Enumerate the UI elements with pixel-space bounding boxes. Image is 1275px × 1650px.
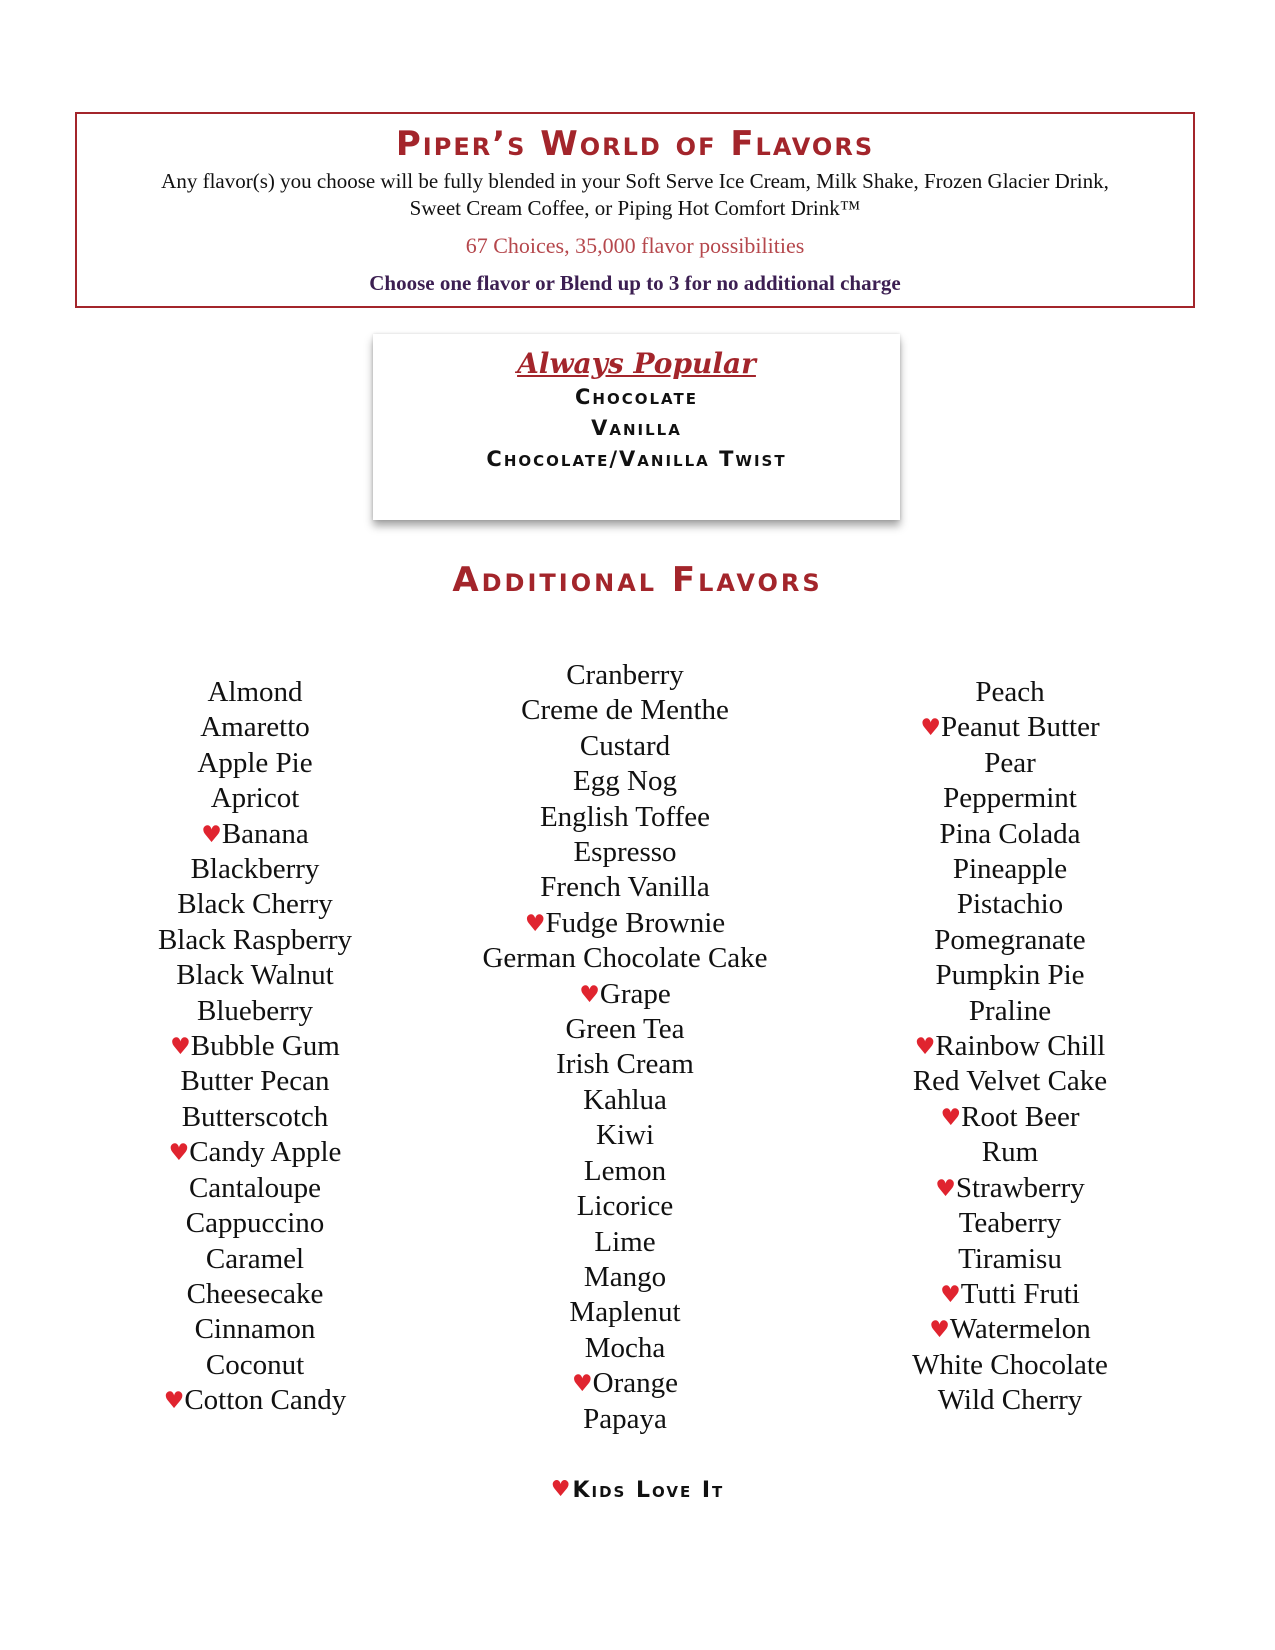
flavor-name: Cotton Candy bbox=[184, 1384, 347, 1417]
flavor-item bbox=[105, 817, 405, 852]
flavor-name: Praline bbox=[968, 994, 1052, 1027]
flavor-item bbox=[105, 1242, 405, 1277]
flavor-item bbox=[440, 729, 810, 764]
flavor-name: Red Velvet Cake bbox=[912, 1065, 1108, 1098]
flavor-name: Strawberry bbox=[955, 1171, 1085, 1204]
flavor-name: Blackberry bbox=[190, 853, 320, 886]
flavor-item bbox=[860, 1100, 1160, 1135]
heart-icon: ♥ bbox=[550, 1477, 573, 1502]
flavor-item bbox=[440, 764, 810, 799]
flavor-item bbox=[860, 994, 1160, 1029]
header-description: Any flavor(s) you choose will be fully blended in your Soft Serve Ice Cream, Milk Shake, Frozen Glacier Drink, Sweet Cream Coffee, or Piping Hot Comfort Drink™ bbox=[161, 169, 1109, 220]
flavor-name: Rainbow Chill bbox=[935, 1030, 1106, 1063]
flavor-item bbox=[440, 1366, 810, 1401]
flavor-name: Egg Nog bbox=[573, 765, 677, 798]
flavor-name: Butter Pecan bbox=[180, 1065, 330, 1098]
flavor-item bbox=[105, 675, 405, 710]
flavor-item bbox=[105, 1029, 405, 1064]
flavor-item bbox=[440, 906, 810, 941]
flavor-name: Cantaloupe bbox=[188, 1171, 322, 1204]
flavor-name: Espresso bbox=[573, 836, 677, 869]
flavor-name: Wild Cherry bbox=[937, 1384, 1083, 1417]
flavor-item bbox=[860, 746, 1160, 781]
flavor-item bbox=[440, 800, 810, 835]
flavor-item bbox=[440, 977, 810, 1012]
flavor-name: Peach bbox=[975, 676, 1045, 708]
heart-icon: ♥ bbox=[929, 1317, 950, 1344]
flavor-name: Grape bbox=[599, 977, 671, 1010]
flavor-name: Kahlua bbox=[583, 1083, 667, 1116]
flavor-name: German Chocolate Cake bbox=[482, 942, 768, 975]
flavor-column-2 bbox=[440, 658, 810, 1437]
flavor-item bbox=[860, 1029, 1160, 1064]
heart-icon: ♥ bbox=[572, 1371, 593, 1398]
flavor-name: Green Tea bbox=[565, 1013, 685, 1046]
flavor-name: White Chocolate bbox=[912, 1348, 1108, 1381]
flavor-item bbox=[860, 1064, 1160, 1099]
flavor-name: Creme de Menthe bbox=[521, 694, 729, 727]
flavor-item bbox=[440, 693, 810, 728]
flavor-name: Pineapple bbox=[952, 853, 1068, 886]
flavor-name: Tiramisu bbox=[958, 1242, 1062, 1275]
flavor-name: English Toffee bbox=[539, 800, 711, 833]
flavor-item bbox=[440, 1083, 810, 1118]
heart-icon: ♥ bbox=[168, 1140, 190, 1167]
always-popular-title: Always Popular bbox=[517, 347, 756, 380]
kids-love-it-legend bbox=[0, 1478, 1275, 1503]
flavor-item bbox=[860, 817, 1160, 852]
flavor-item bbox=[440, 1047, 810, 1082]
heart-icon: ♥ bbox=[920, 715, 941, 742]
flavor-name: Papaya bbox=[583, 1402, 667, 1435]
flavor-item bbox=[860, 1171, 1160, 1206]
flavor-item bbox=[860, 1312, 1160, 1347]
flavor-item bbox=[105, 1348, 405, 1383]
flavor-item bbox=[860, 1206, 1160, 1241]
flavor-name: Pistachio bbox=[956, 888, 1064, 921]
flavor-item bbox=[105, 781, 405, 816]
flavor-item bbox=[105, 923, 405, 958]
flavor-name: Black Raspberry bbox=[157, 923, 353, 956]
flavor-name: Black Cherry bbox=[177, 888, 333, 921]
flavor-name: Caramel bbox=[205, 1242, 305, 1275]
popular-item: Vanilla bbox=[591, 416, 682, 440]
page-title: Piper’s World of Flavors bbox=[395, 124, 875, 164]
heart-icon: ♥ bbox=[579, 981, 600, 1008]
flavor-item bbox=[105, 1171, 405, 1206]
flavor-name: Butterscotch bbox=[181, 1100, 329, 1133]
flavor-item bbox=[440, 941, 810, 976]
flavor-item bbox=[440, 1225, 810, 1260]
flavor-name: Black Walnut bbox=[176, 959, 334, 992]
blend-note: Choose one flavor or Blend up to 3 for no additional charge bbox=[369, 271, 901, 295]
flavor-name: Rum bbox=[981, 1136, 1039, 1169]
flavor-item bbox=[860, 958, 1160, 993]
flavor-name: Candy Apple bbox=[189, 1136, 342, 1169]
choices-count: 67 Choices, 35,000 flavor possibilities bbox=[465, 233, 805, 258]
flavor-item bbox=[860, 1242, 1160, 1277]
flavor-column-1 bbox=[105, 675, 405, 1419]
flavor-item bbox=[105, 746, 405, 781]
flavor-item bbox=[105, 887, 405, 922]
flavor-name: Tutti Fruti bbox=[960, 1277, 1080, 1310]
heart-icon: ♥ bbox=[163, 1388, 185, 1415]
flavor-item bbox=[105, 1100, 405, 1135]
flavor-name: Kiwi bbox=[596, 1119, 654, 1152]
flavor-item bbox=[860, 710, 1160, 745]
flavor-name: Maplenut bbox=[569, 1296, 681, 1329]
flavor-name: Watermelon bbox=[949, 1313, 1091, 1346]
flavor-name: Coconut bbox=[205, 1348, 305, 1381]
flavor-item bbox=[440, 1012, 810, 1047]
flavor-name: Fudge Brownie bbox=[545, 906, 726, 939]
flavor-item bbox=[440, 1154, 810, 1189]
always-popular-box bbox=[373, 334, 900, 520]
flavor-item bbox=[105, 710, 405, 745]
flavor-item bbox=[105, 1206, 405, 1241]
legend-label: Kids Love It bbox=[572, 1478, 725, 1503]
header-box bbox=[75, 112, 1195, 308]
flavor-name: Root Beer bbox=[961, 1100, 1080, 1133]
flavor-name: Bubble Gum bbox=[190, 1030, 340, 1063]
flavor-name: Pumpkin Pie bbox=[935, 959, 1085, 992]
flavor-name: Teaberry bbox=[958, 1207, 1062, 1240]
flavor-item bbox=[440, 1189, 810, 1224]
heart-icon: ♥ bbox=[201, 821, 222, 848]
flavor-item bbox=[105, 1277, 405, 1312]
heart-icon: ♥ bbox=[170, 1034, 191, 1061]
flavor-name: Cappuccino bbox=[185, 1207, 325, 1240]
flavor-column-3 bbox=[860, 675, 1160, 1419]
flavor-item bbox=[105, 1312, 405, 1347]
flavor-item bbox=[105, 958, 405, 993]
flavor-name: Amaretto bbox=[200, 711, 310, 744]
flavor-item bbox=[860, 781, 1160, 816]
flavor-item bbox=[860, 887, 1160, 922]
flavor-name: Lemon bbox=[583, 1154, 667, 1187]
heart-icon: ♥ bbox=[914, 1034, 936, 1061]
flavor-item bbox=[440, 1402, 810, 1437]
flavor-item bbox=[440, 1331, 810, 1366]
heart-icon: ♥ bbox=[935, 1175, 956, 1202]
heart-icon: ♥ bbox=[524, 910, 546, 937]
flavor-item bbox=[440, 1295, 810, 1330]
flavor-name: Pina Colada bbox=[939, 817, 1081, 850]
flavor-name: Lime bbox=[594, 1225, 656, 1258]
flavor-item bbox=[440, 1260, 810, 1295]
flavor-item bbox=[860, 1135, 1160, 1170]
flavor-name: Cheesecake bbox=[186, 1277, 324, 1310]
flavor-item bbox=[860, 923, 1160, 958]
flavor-name: Apple Pie bbox=[197, 746, 313, 779]
flavor-name: Peppermint bbox=[943, 782, 1077, 815]
flavor-name: Cranberry bbox=[566, 659, 684, 691]
heart-icon: ♥ bbox=[940, 1104, 962, 1131]
flavor-name: Cinnamon bbox=[194, 1313, 316, 1346]
flavor-name: Banana bbox=[221, 817, 309, 850]
flavor-item bbox=[860, 1348, 1160, 1383]
popular-item: Chocolate bbox=[575, 385, 698, 409]
flavor-name: Custard bbox=[579, 729, 671, 762]
flavor-name: Licorice bbox=[576, 1190, 674, 1223]
flavor-name: Blueberry bbox=[197, 994, 313, 1027]
flavor-item bbox=[105, 994, 405, 1029]
flavor-name: Pear bbox=[984, 746, 1036, 779]
flavor-item bbox=[860, 852, 1160, 887]
flavor-item bbox=[105, 1064, 405, 1099]
flavor-item bbox=[440, 1118, 810, 1153]
flavor-item bbox=[860, 1383, 1160, 1418]
flavor-name: Peanut Butter bbox=[940, 711, 1100, 744]
flavor-item bbox=[105, 1135, 405, 1170]
flavor-item bbox=[860, 1277, 1160, 1312]
flavor-item bbox=[860, 675, 1160, 710]
heart-icon: ♥ bbox=[940, 1281, 961, 1308]
flavor-name: Mocha bbox=[584, 1331, 666, 1364]
flavor-name: Almond bbox=[207, 676, 303, 708]
flavor-item bbox=[440, 658, 810, 693]
flavor-item bbox=[440, 835, 810, 870]
flavor-item bbox=[440, 870, 810, 905]
flavor-name: Mango bbox=[583, 1260, 667, 1293]
flavor-item bbox=[105, 852, 405, 887]
flavor-name: Apricot bbox=[210, 782, 300, 815]
popular-item: Chocolate/Vanilla Twist bbox=[486, 447, 787, 471]
flavor-name: French Vanilla bbox=[540, 871, 710, 904]
flavor-item bbox=[105, 1383, 405, 1418]
flavor-name: Pomegranate bbox=[934, 923, 1086, 956]
additional-flavors-title: Additional Flavors bbox=[452, 560, 823, 600]
flavor-name: Orange bbox=[592, 1367, 678, 1400]
flavor-name: Irish Cream bbox=[556, 1048, 694, 1081]
